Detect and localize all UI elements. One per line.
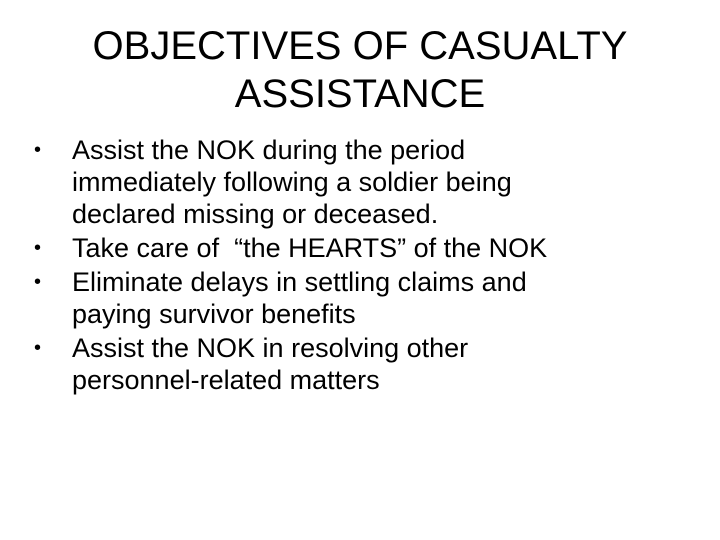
bullet-item-1 — [30, 134, 690, 230]
bullet-icon: • — [34, 337, 42, 359]
bullet-list — [30, 134, 690, 398]
bullet-icon: • — [34, 237, 42, 259]
bullet-text-line: Assist the NOK during the period — [72, 135, 466, 165]
bullet-text-line: personnel-related matters — [72, 365, 380, 395]
bullet-text-line: paying survivor benefits — [72, 299, 356, 329]
bullet-icon: • — [34, 139, 42, 161]
bullet-item-3 — [30, 266, 690, 330]
bullet-item-2 — [30, 232, 690, 264]
bullet-text-line: declared missing or deceased. — [72, 199, 439, 229]
bullet-icon: • — [34, 271, 42, 293]
slide-title — [30, 22, 690, 118]
bullet-text-line: immediately following a soldier being — [72, 167, 512, 197]
slide-title-line-1: OBJECTIVES OF CASUALTY — [92, 24, 628, 68]
bullet-item-4 — [30, 332, 690, 396]
slide-title-line-2: ASSISTANCE — [234, 72, 486, 116]
bullet-text-line: Assist the NOK in resolving other — [72, 333, 469, 363]
bullet-text-line: Eliminate delays in settling claims and — [72, 267, 527, 297]
bullet-text-line: Take care of “the HEARTS” of the NOK — [72, 233, 548, 263]
